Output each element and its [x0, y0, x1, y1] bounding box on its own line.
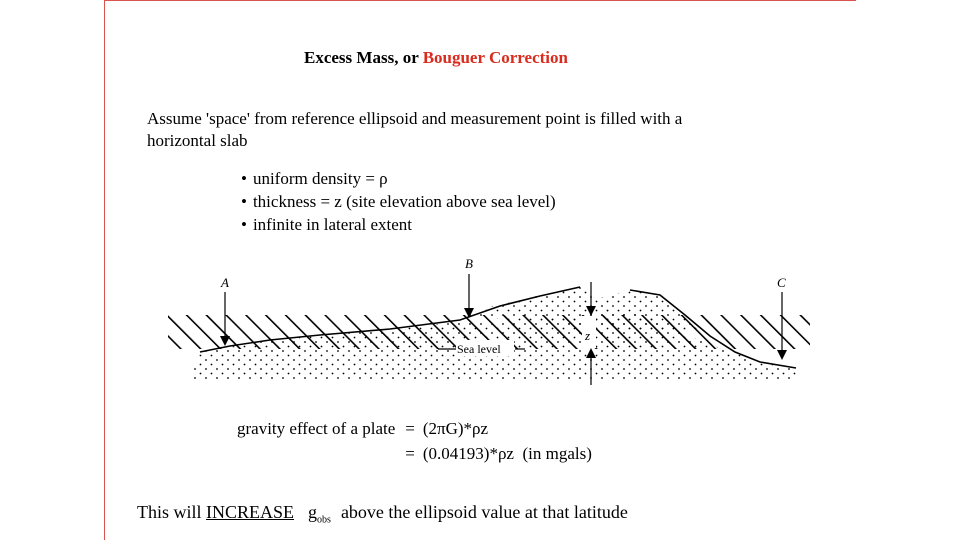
formula-lhs: gravity effect of a plate — [237, 419, 396, 438]
g-symbol: g — [308, 502, 318, 522]
gravity-formula — [237, 416, 592, 466]
conclusion-suffix: above the ellipsoid value at that latitude — [340, 502, 628, 522]
page-border-top — [104, 0, 856, 1]
formula-rhs-2: (0.04193)*ρz (in mgals) — [422, 444, 592, 463]
point-a-label: A — [221, 275, 229, 290]
list-item: • uniform density = ρ — [241, 167, 556, 190]
point-c-label: C — [777, 275, 786, 290]
formula-equals-2: = — [405, 444, 415, 463]
g-obs-symbol — [308, 502, 331, 526]
conclusion-emphasis: INCREASE — [206, 502, 295, 522]
slide-title — [304, 48, 568, 68]
z-label: z — [585, 328, 591, 343]
bouguer-slab-diagram — [160, 250, 820, 390]
conclusion-prefix: This will — [137, 502, 207, 522]
list-item: • infinite in lateral extent — [241, 213, 556, 236]
g-subscript: obs — [317, 514, 331, 526]
point-c-arrowhead — [777, 350, 787, 360]
formula-rhs-1: (2πG)*ρz — [422, 419, 489, 438]
point-b-label: B — [465, 256, 473, 271]
conclusion-text — [137, 502, 628, 526]
formula-equals: = — [405, 419, 415, 438]
page-border-left — [104, 0, 105, 540]
title-text: Excess Mass, or — [304, 48, 423, 67]
intro-text: Assume 'space' from reference ellipsoid and measurement point is filled with a horizontal slab — [147, 109, 683, 150]
assumption-list — [241, 167, 556, 236]
list-item: • thickness = z (site elevation above sea level) — [241, 190, 556, 213]
formula-table — [237, 416, 592, 466]
sea-level-label: Sea level — [457, 342, 501, 356]
title-accent-text: Bouguer Correction — [422, 48, 568, 67]
